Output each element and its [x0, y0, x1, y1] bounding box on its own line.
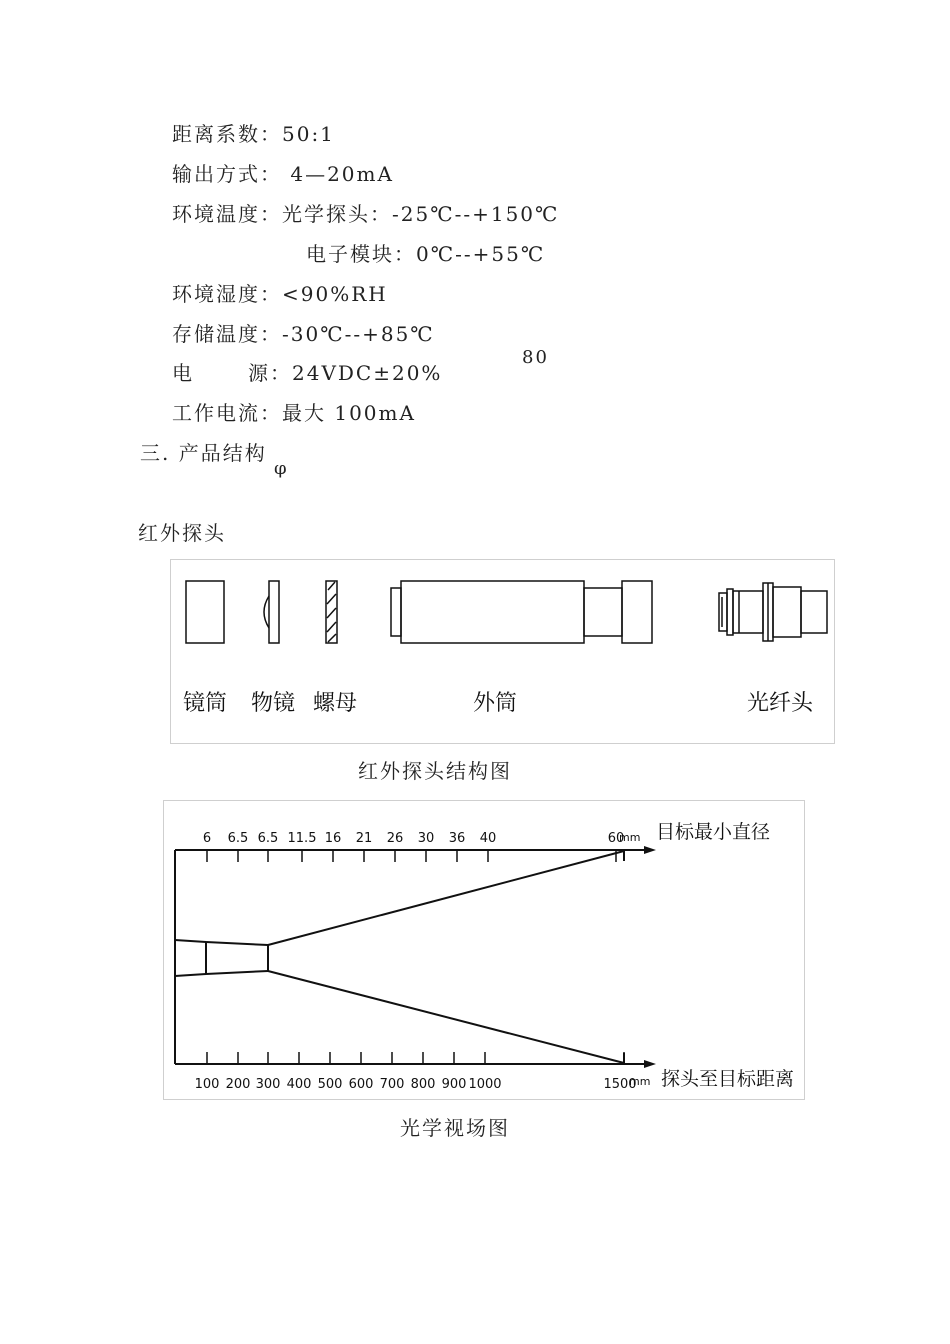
bottom-tick-label: 1000	[468, 1077, 502, 1092]
stray-eighty: 80	[522, 347, 549, 368]
fov-caption: 光学视场图	[400, 1116, 510, 1140]
top-tick-label: 6.5	[227, 831, 249, 846]
bottom-tick-label: 800	[410, 1077, 436, 1092]
bottom-tick-label: 600	[348, 1077, 374, 1092]
structure-figure	[170, 559, 835, 744]
label-objective: 物镜	[251, 691, 296, 716]
section-title: 三. 产品结构	[140, 441, 267, 465]
top-tick-label: 36	[448, 831, 466, 846]
spec-output-mode: 输出方式： 4—20mA	[172, 162, 394, 186]
bottom-tick-label: 200	[225, 1077, 251, 1092]
stray-phi: φ	[274, 458, 289, 479]
spec-storage-temp: 存储温度：-30℃--+85℃	[172, 322, 435, 346]
lens-barrel-shape	[186, 581, 224, 643]
bottom-tick-label: 700	[379, 1077, 405, 1092]
top-tick-label: 11.5	[287, 831, 317, 846]
top-tick-label: 6	[202, 831, 212, 846]
fiber-head-shape	[719, 583, 827, 641]
bottom-tick-label: 500	[317, 1077, 343, 1092]
top-tick-label: 26	[386, 831, 404, 846]
bottom-axis-title: 探头至目标距离	[661, 1068, 795, 1090]
top-tick-label: 21	[355, 831, 373, 846]
top-tick-label: 16	[324, 831, 342, 846]
spec-current: 工作电流：最大 100mA	[172, 401, 416, 425]
bottom-tick-label: 1500	[603, 1077, 637, 1092]
fov-beam	[175, 850, 624, 1064]
top-axis-title: 目标最小直径	[656, 821, 771, 843]
label-nut: 螺母	[313, 691, 358, 716]
spec-distance-ratio: 距离系数：50:1	[172, 122, 335, 146]
top-axis-unit: mm	[619, 831, 641, 844]
spec-power-value: 源：24VDC±20%	[248, 361, 443, 385]
label-outer-tube: 外筒	[473, 691, 518, 716]
bottom-tick-label: 100	[194, 1077, 220, 1092]
spec-ambient-temp: 环境温度：光学探头：-25℃--+150℃	[172, 202, 560, 226]
fov-figure	[163, 800, 805, 1100]
top-tick-label: 6.5	[257, 831, 279, 846]
outer-tube-shape	[391, 581, 652, 643]
top-tick-label: 60	[607, 831, 625, 846]
bottom-axis-unit: mm	[629, 1075, 651, 1088]
top-tick-label: 30	[417, 831, 435, 846]
spec-power-label: 电	[172, 361, 194, 385]
section-subtitle: 红外探头	[138, 521, 226, 545]
bottom-tick-label: 300	[255, 1077, 281, 1092]
nut-shape	[326, 581, 337, 643]
fov-drawing	[164, 801, 804, 1099]
bottom-tick-label: 400	[286, 1077, 312, 1092]
structure-caption: 红外探头结构图	[358, 759, 512, 783]
spec-ambient-temp-module: 电子模块：0℃--+55℃	[306, 242, 546, 266]
top-tick-label: 40	[479, 831, 497, 846]
label-lens-barrel: 镜筒	[183, 691, 228, 716]
label-fiber-head: 光纤头	[747, 691, 814, 716]
objective-shape	[264, 581, 279, 643]
structure-drawing	[171, 560, 834, 743]
bottom-tick-label: 900	[441, 1077, 467, 1092]
spec-ambient-humidity: 环境湿度：<90%RH	[172, 282, 388, 306]
bottom-axis-arrow	[644, 1060, 656, 1068]
top-axis-arrow	[644, 846, 656, 854]
